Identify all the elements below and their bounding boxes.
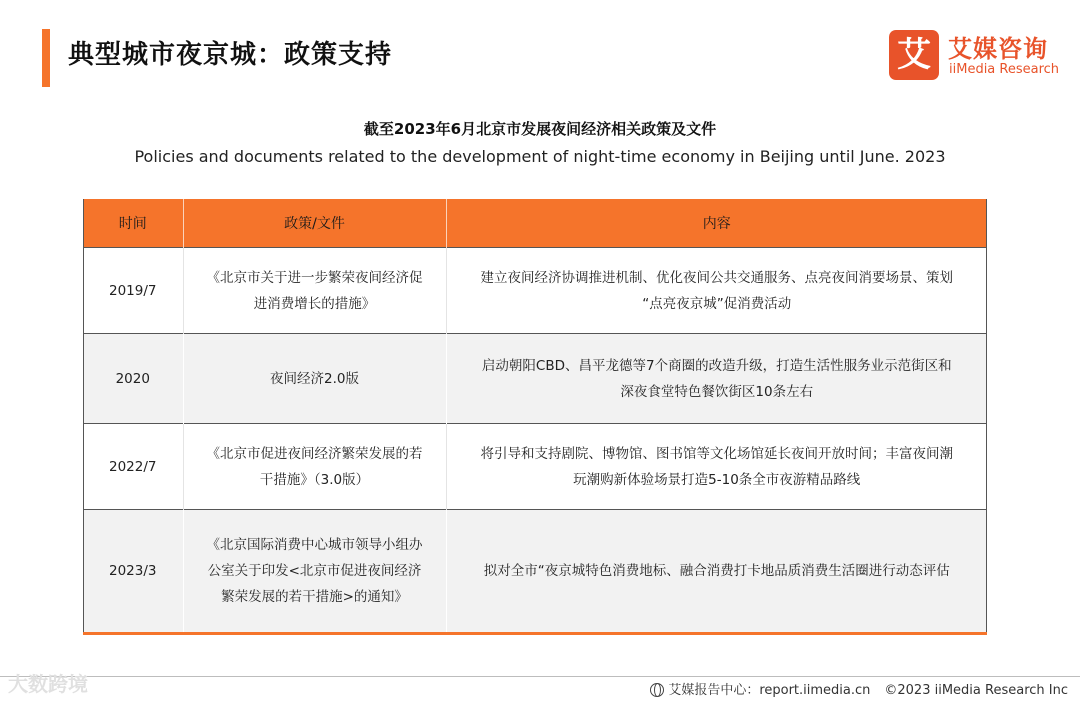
logo-text-en: iiMedia Research [949, 62, 1060, 77]
policy-cell [183, 334, 446, 424]
content-cell [446, 248, 987, 334]
table-header-row [83, 199, 987, 248]
policy-line: 进消费增长的措施》 [253, 295, 376, 312]
content-line: 建立夜间经济协调推进机制、优化夜间公共交通服务、点亮夜间消要场景、策划 [480, 269, 953, 286]
globe-icon [650, 683, 664, 697]
page-title: 典型城市夜京城：政策支持 [68, 40, 393, 70]
time-cell: 2023/3 [109, 563, 157, 580]
content-line: 拟对全市“夜京城特色消费地标、融合消费打卡地品质消费生活圈进行动态评估 [483, 563, 950, 580]
source-link[interactable]: 艾媒报告中心：report.iimedia.cn [668, 683, 871, 698]
policy-line: 夜间经济2.0版 [270, 370, 359, 387]
document-title-en: Policies and documents related to the development of night-time economy in Beijing until June. 2023 [134, 147, 946, 166]
content-line: 启动朝阳CBD、昌平龙德等7个商圈的改造升级，打造生活性服务业示范街区和 [481, 357, 952, 374]
header-time: 时间 [83, 199, 183, 248]
copyright: ©2023 iiMedia Research Inc [884, 683, 1068, 698]
table-bottom-accent [83, 632, 987, 635]
iimedia-logo [889, 30, 1061, 82]
content-line: 玩潮购新体验场景打造5-10条全市夜游精品路线 [573, 471, 861, 488]
time-cell: 2022/7 [109, 458, 157, 475]
table-row [83, 510, 987, 633]
title-accent-bar [42, 29, 50, 87]
header-policy: 政策/文件 [183, 199, 446, 248]
content-line: 深夜食堂特色餐饮街区10条左右 [620, 383, 814, 400]
footer-divider [0, 676, 1080, 677]
table-row [83, 334, 987, 424]
content-line: 将引导和支持剧院、博物馆、图书馆等文化场馆延长夜间开放时间；丰富夜间潮 [480, 445, 953, 462]
time-cell: 2020 [115, 370, 150, 387]
policy-table [83, 199, 987, 633]
policy-line: 干措施》（3.0版） [259, 471, 370, 488]
policy-cell [183, 424, 446, 510]
policy-cell [183, 510, 446, 633]
watermark: 大数跨境 [8, 672, 88, 696]
table-row [83, 248, 987, 334]
policy-line: 《北京市促进夜间经济繁荣发展的若 [206, 445, 423, 462]
table-right-border [986, 199, 987, 635]
footer-source [650, 679, 1068, 698]
content-cell [446, 334, 987, 424]
policy-line: 《北京国际消费中心城市领导小组办 [206, 537, 423, 554]
table-row [83, 424, 987, 510]
logo-mark: 艾 [889, 30, 939, 80]
policy-cell [183, 248, 446, 334]
logo-text-cn: 艾媒咨询 [948, 35, 1048, 63]
document-title-cn: 截至2023年6月北京市发展夜间经济相关政策及文件 [363, 120, 717, 138]
content-cell [446, 424, 987, 510]
header-content: 内容 [446, 199, 987, 248]
content-cell [446, 510, 987, 633]
content-line: “点亮夜京城”促消费活动 [642, 295, 792, 312]
policy-line: 繁荣发展的若干措施>的通知》 [221, 589, 408, 606]
table-left-border [83, 199, 84, 635]
time-cell: 2019/7 [109, 282, 157, 299]
policy-line: 公室关于印发<北京市促进夜间经济 [207, 563, 422, 580]
policy-line: 《北京市关于进一步繁荣夜间经济促 [206, 269, 423, 286]
